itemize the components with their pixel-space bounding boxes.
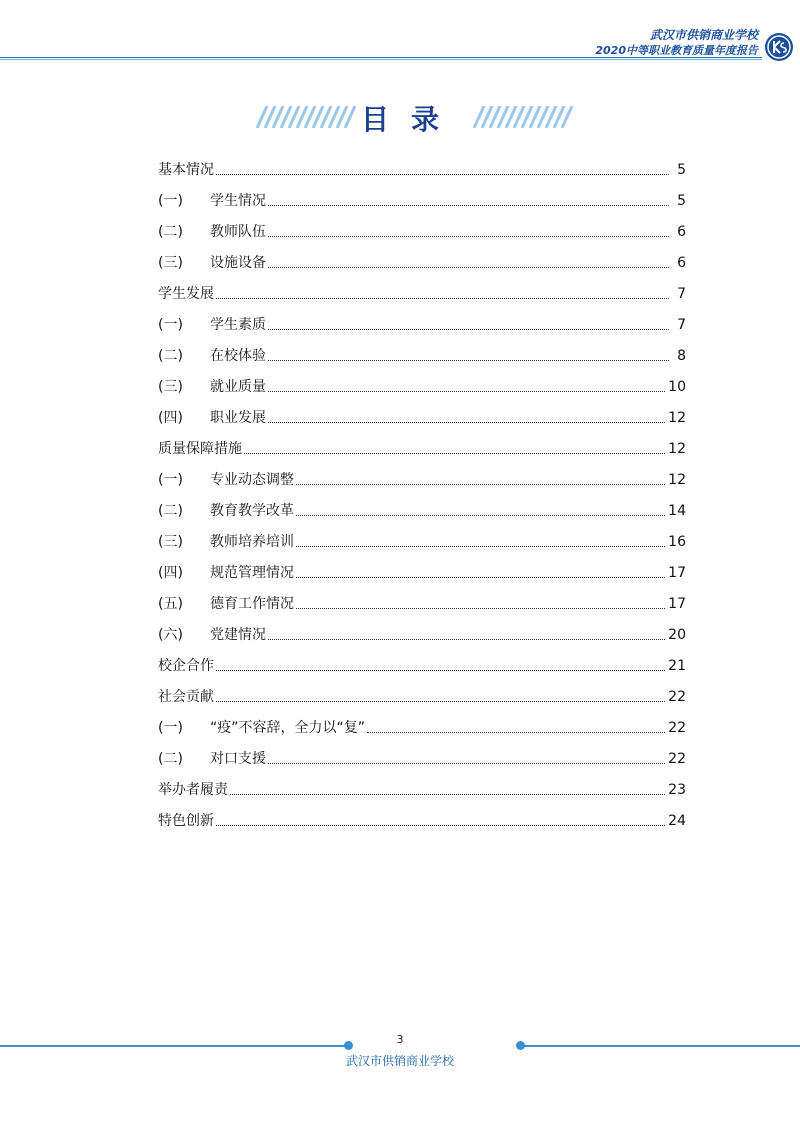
toc-entry-label: 校企合作 [158, 658, 214, 674]
toc-entry-number: (一) [158, 720, 183, 736]
toc-entry-page: 21 [668, 658, 686, 674]
toc-entry-page: 10 [668, 379, 686, 395]
toc-entry-page: 20 [668, 627, 686, 643]
dot-leader [367, 731, 665, 733]
toc-entry-number: (一) [158, 317, 183, 333]
toc-entry-number: (四) [158, 565, 183, 581]
toc-entry-number: (一) [158, 193, 183, 209]
dot-leader [216, 297, 669, 299]
toc-entry-label: 党建情况 [210, 627, 266, 643]
toc-entry-number: (三) [158, 379, 183, 395]
toc-entry-number: (六) [158, 627, 183, 643]
toc-entry-label: 学生情况 [210, 193, 266, 209]
dot-leader [268, 235, 669, 237]
toc-entry[interactable] [158, 458, 686, 489]
dot-leader [296, 576, 665, 578]
header-divider [0, 57, 762, 58]
dot-leader [268, 359, 669, 361]
dot-leader [268, 762, 665, 764]
footer-school-name: 武汉市供销商业学校 [345, 1054, 454, 1068]
toc-entry[interactable] [158, 582, 686, 613]
toc-entry-label: 在校体验 [210, 348, 266, 364]
toc-entry-page: 12 [668, 472, 686, 488]
toc-entry-label: 社会贡献 [158, 689, 214, 705]
toc-entry[interactable] [158, 303, 686, 334]
toc-entry[interactable] [158, 489, 686, 520]
dot-leader [268, 390, 665, 392]
toc-entry-page: 22 [668, 751, 686, 767]
dot-leader [216, 173, 669, 175]
toc-entry-page: 7 [677, 317, 686, 333]
toc-entry[interactable] [158, 799, 686, 830]
toc-entry-label: 学生素质 [210, 317, 266, 333]
toc-entry[interactable] [158, 210, 686, 241]
toc-entry-page: 7 [677, 286, 686, 302]
toc-entry[interactable] [158, 613, 686, 644]
toc-entry-number: (二) [158, 348, 183, 364]
dot-leader [296, 607, 665, 609]
toc-entry-label: 特色创新 [158, 813, 214, 829]
header-divider-secondary [0, 59, 762, 60]
toc-entry[interactable] [158, 520, 686, 551]
toc-entry[interactable] [158, 396, 686, 427]
dot-leader [296, 483, 665, 485]
toc-entry[interactable] [158, 334, 686, 365]
toc-entry-page: 12 [668, 410, 686, 426]
toc-entry-page: 22 [668, 720, 686, 736]
toc-entry-page: 8 [677, 348, 686, 364]
toc-entry[interactable] [158, 427, 686, 458]
toc-entry[interactable] [158, 148, 686, 179]
toc-entry-label: 对口支援 [210, 751, 266, 767]
toc-entry-page: 12 [668, 441, 686, 457]
toc-entry-page: 17 [668, 565, 686, 581]
toc-entry-number: (四) [158, 410, 183, 426]
toc-entry[interactable] [158, 365, 686, 396]
toc-entry-label: 基本情况 [158, 162, 214, 178]
toc-entry-number: (二) [158, 751, 183, 767]
toc-entry-page: 24 [668, 813, 686, 829]
dot-leader [230, 793, 665, 795]
toc-entry-label: 质量保障措施 [158, 441, 242, 457]
page-title: 目录 [360, 103, 461, 136]
toc-entry[interactable] [158, 675, 686, 706]
toc-entry-number: (五) [158, 596, 183, 612]
toc-entry-number: (二) [158, 224, 183, 240]
toc-entry-page: 22 [668, 689, 686, 705]
toc-entry-label: 教师培养培训 [210, 534, 294, 550]
toc-entry-page: 14 [668, 503, 686, 519]
toc-entry-number: (三) [158, 534, 183, 550]
header-school-name: 武汉市供销商业学校 [649, 28, 758, 42]
header-report-title: 2020中等职业教育质量年度报告 [595, 44, 758, 57]
toc-entry[interactable] [158, 737, 686, 768]
toc-entry-page: 6 [677, 255, 686, 271]
toc-entry-page: 5 [677, 193, 686, 209]
toc-entry[interactable] [158, 272, 686, 303]
page-header [0, 0, 800, 70]
toc-entry-label: 职业发展 [210, 410, 266, 426]
toc-title-block [0, 98, 800, 138]
toc-entry-label: 教师队伍 [210, 224, 266, 240]
toc-entry-number: (一) [158, 472, 183, 488]
toc-entry-label: 德育工作情况 [210, 596, 294, 612]
dot-leader [296, 545, 665, 547]
toc-entry-page: 17 [668, 596, 686, 612]
footer-divider-right [520, 1045, 800, 1047]
dot-leader [216, 700, 665, 702]
dot-leader [268, 266, 669, 268]
toc-entry[interactable] [158, 706, 686, 737]
toc-entry-label: 就业质量 [210, 379, 266, 395]
toc-entry-page: 23 [668, 782, 686, 798]
toc-entry-page: 5 [677, 162, 686, 178]
toc-entry[interactable] [158, 551, 686, 582]
toc-entry-page: 6 [677, 224, 686, 240]
dot-leader [268, 328, 669, 330]
dot-leader [268, 638, 665, 640]
title-stripe-decoration-right [470, 106, 580, 128]
toc-entry-label: “疫”不容辞，全力以“复” [210, 720, 366, 736]
dot-leader [216, 824, 665, 826]
toc-entry-page: 16 [668, 534, 686, 550]
page-number: 3 [396, 1033, 404, 1046]
dot-leader [216, 669, 665, 671]
dot-leader [268, 421, 665, 423]
toc-entry-label: 教育教学改革 [210, 503, 294, 519]
toc-entry-label: 设施设备 [210, 255, 266, 271]
school-emblem-icon [764, 32, 794, 62]
dot-leader [268, 204, 669, 206]
toc-entry-label: 专业动态调整 [210, 472, 294, 488]
toc-entry-number: (二) [158, 503, 183, 519]
toc-entry-label: 规范管理情况 [210, 565, 294, 581]
toc-entry-label: 学生发展 [158, 286, 214, 302]
toc-entry[interactable] [158, 241, 686, 272]
toc-entry[interactable] [158, 644, 686, 675]
toc-entry-number: (三) [158, 255, 183, 271]
dot-leader [296, 514, 665, 516]
table-of-contents [158, 148, 686, 830]
dot-leader [244, 452, 665, 454]
toc-entry-label: 举办者履责 [158, 782, 228, 798]
toc-entry[interactable] [158, 768, 686, 799]
toc-entry[interactable] [158, 179, 686, 210]
